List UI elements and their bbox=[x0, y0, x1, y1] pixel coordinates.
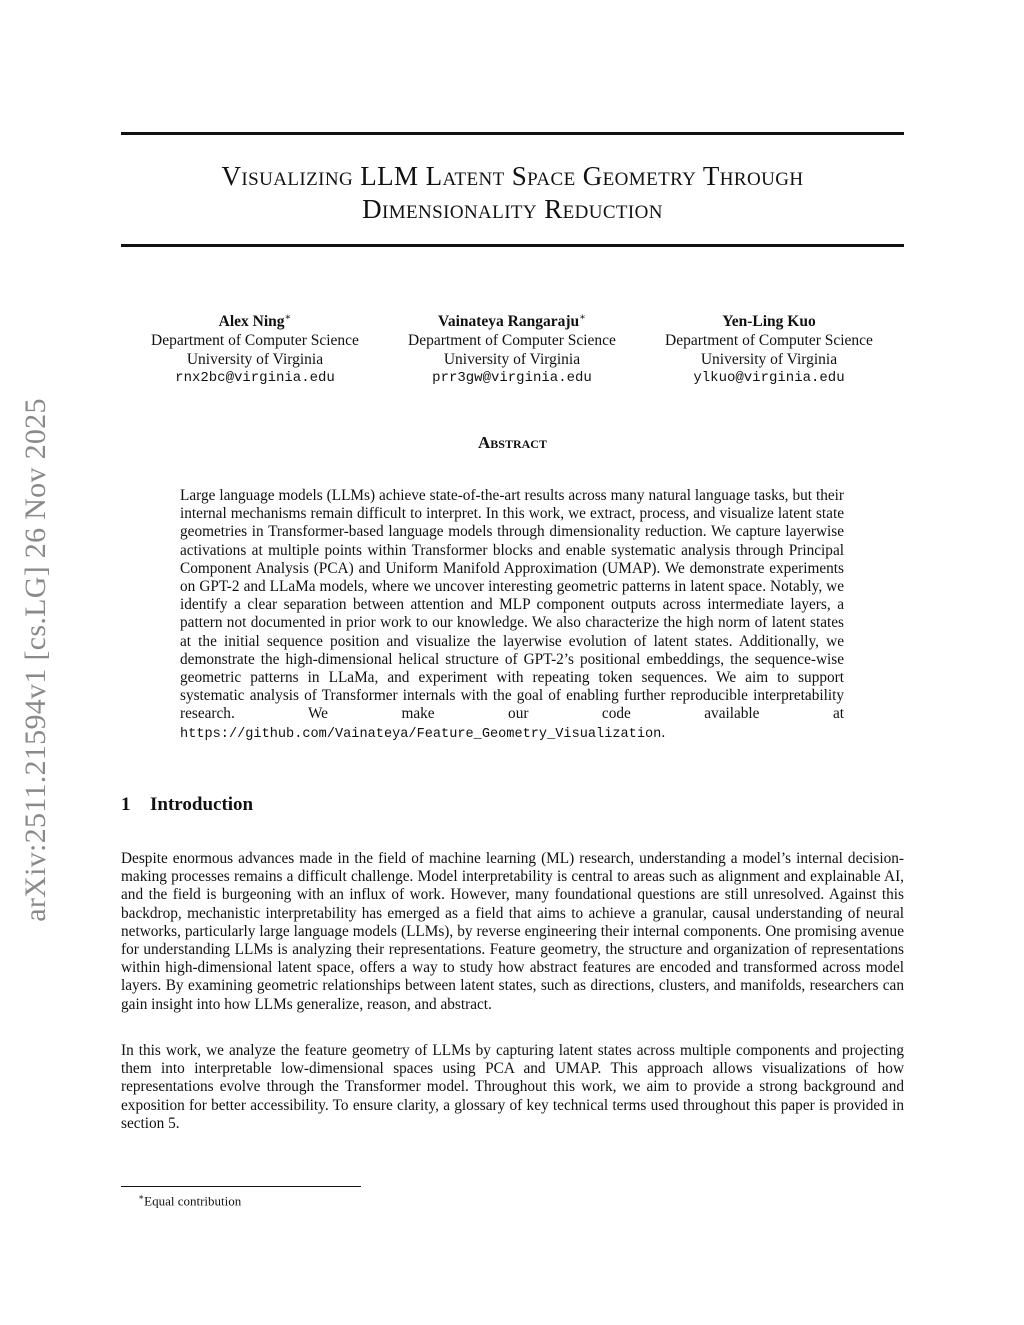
intro-paragraph-2: In this work, we analyze the feature geometry of LLMs by capturing latent states across multiple components and projecting them into interpretable low-dimensional spaces using PCA and UMAP. This approach allows visualizations of how representations evolve through the Transformer model. Throughout this work, we aim to provide a strong background and exposition for better accessibility. To ensure clarity, a glossary of key technical terms used throughout this paper is provided in section 5. bbox=[121, 1042, 904, 1132]
author-department: Department of Computer Science bbox=[151, 332, 359, 350]
author-email: ylkuo@virginia.edu bbox=[693, 370, 845, 387]
author-block bbox=[649, 308, 889, 388]
abstract-heading: Abstract bbox=[478, 433, 547, 452]
author-name: Vainateya Rangaraju∗ bbox=[438, 312, 586, 331]
title-line-1: Visualizing LLM Latent Space Geometry Through bbox=[221, 161, 804, 191]
footnote-rule bbox=[121, 1186, 361, 1187]
author-block bbox=[135, 308, 375, 388]
abstract-text: Large language models (LLMs) achieve state-of-the-art results across many natural language tasks, but their internal mechanisms remain difficult to interpret. In this work, we extract, process, and visualize latent state geometries in Transformer-based language models through dimensionality reduction. We capture layerwise activations at multiple points within Transformer blocks and enable systematic analysis through Principal Component Analysis (PCA) and Uniform Manifold Approximation (UMAP). We demonstrate experiments on GPT-2 and LLaMa models, where we uncover interesting geometric patterns in latent space. Notably, we identify a clear separation between attention and MLP component outputs across intermediate layers, a pattern not documented in prior work to our knowledge. We also characterize the high norm of latent states at the initial sequence position and visualize the layerwise evolution of latent states. Additionally, we demonstrate the high-dimensional helical structure of GPT-2’s positional embeddings, the sequence-wise geometric patterns in LLaMa, and experiment with repeating token sequences. We aim to support systematic analysis of Transformer internals with the goal of enabling further reproducible interpretability research. We make our code available at https://github.com/Vainateya/Feature_Geometry_Visualization. bbox=[180, 487, 844, 742]
author-email: prr3gw@virginia.edu bbox=[432, 370, 592, 387]
author-department: Department of Computer Science bbox=[408, 332, 616, 350]
author-name: Alex Ning∗ bbox=[218, 312, 292, 331]
author-email: rnx2bc@virginia.edu bbox=[175, 370, 335, 387]
code-link[interactable]: https://github.com/Vainateya/Feature_Geometry_Visualization bbox=[180, 726, 662, 742]
paper-title bbox=[121, 160, 904, 226]
title-top-rule bbox=[121, 132, 904, 135]
arxiv-identifier: arXiv:2511.21594v1 [cs.LG] 26 Nov 2025 bbox=[19, 398, 52, 922]
author-block bbox=[392, 308, 632, 388]
section-heading: 1 Introduction bbox=[121, 794, 254, 815]
title-line-2: Dimensionality Reduction bbox=[362, 194, 663, 224]
author-university: University of Virginia bbox=[186, 351, 324, 369]
footnote: ∗Equal contribution bbox=[138, 1192, 242, 1209]
title-bottom-rule bbox=[121, 244, 904, 247]
author-university: University of Virginia bbox=[700, 351, 838, 369]
author-department: Department of Computer Science bbox=[665, 332, 873, 350]
intro-paragraph-1: Despite enormous advances made in the field of machine learning (ML) research, understanding a model’s internal decision-making processes remains a difficult challenge. Model interpretability is central to areas such as alignment and explainable AI, and the field is burgeoning with an influx of work. However, many foundational questions are still unresolved. Against this backdrop, mechanistic interpretability has emerged as a field that aims to achieve a granular, causal understanding of neural networks, particularly large language models (LLMs), by reverse engineering their internal components. One promising avenue for understanding LLMs is analyzing their representations. Feature geometry, the structure and organization of representations within high-dimensional latent space, offers a way to study how abstract features are encoded and transformed across model layers. By examining geometric relationships between latent states, such as directions, clusters, and manifolds, researchers can gain insight into how LLMs generalize, reason, and abstract. bbox=[121, 850, 904, 1013]
author-name: Yen-Ling Kuo bbox=[722, 313, 816, 331]
author-university: University of Virginia bbox=[443, 351, 581, 369]
